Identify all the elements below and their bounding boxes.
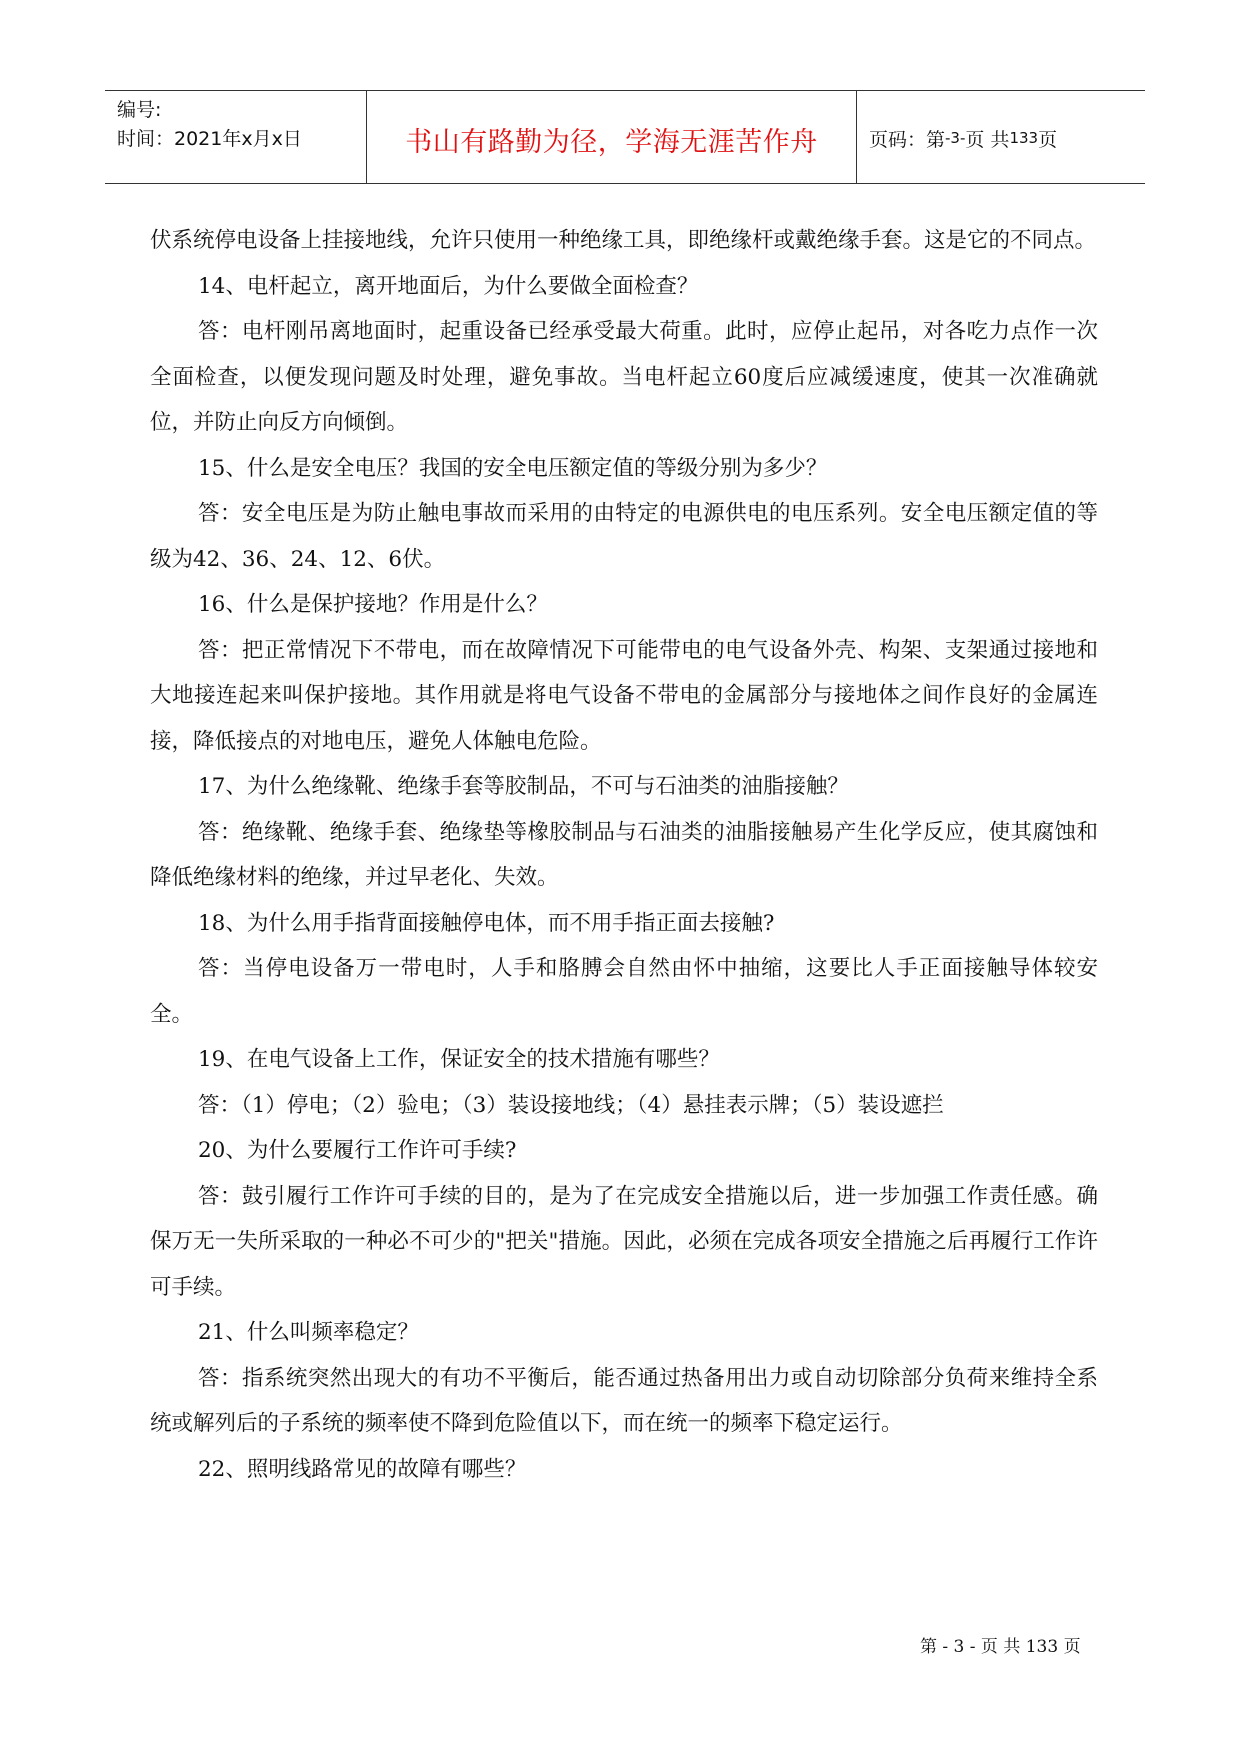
document-time: 时间：2021年x月x日 xyxy=(117,128,302,150)
paragraph: 22、照明线路常见的故障有哪些？ xyxy=(198,1456,527,1482)
paragraph: 答：把正常情况下不带电，而在故障情况下可能带电的电气设备外壳、构架、支架通过接地和大地接连起来叫保护接地。其作用就是将电气设备不带电的金属部分与接地体之间作良好的金属连接，降低接点的对地电压，避免人体触电危险。 xyxy=(150,637,1098,754)
paragraph: 14、电杆起立，离开地面后，为什么要做全面检查？ xyxy=(198,273,699,299)
paragraph: 答：指系统突然出现大的有功不平衡后，能否通过热备用出力或自动切除部分负荷来维持全系统或解列后的子系统的频率使不降到危险值以下，而在统一的频率下稳定运行。 xyxy=(150,1365,1098,1436)
paragraph: 答：当停电设备万一带电时，人手和胳膊会自然由怀中抽缩，这要比人手正面接触导体较安全。 xyxy=(150,956,1098,1027)
document-body xyxy=(150,218,1098,1492)
total-pages: 133 xyxy=(1009,129,1039,147)
paragraph: 答：电杆刚吊离地面时，起重设备已经承受最大荷重。此时，应停止起吊，对各吃力点作一次全面检查，以便发现问题及时处理，避免事故。当电杆起立60度后应减缓速度，使其一次准确就位，并防止向反方向倾倒。 xyxy=(150,319,1098,435)
page-prefix: 页码：第 xyxy=(869,128,946,151)
paragraph: 17、为什么绝缘靴、绝缘手套等胶制品，不可与石油类的油脂接触？ xyxy=(198,774,849,799)
paragraph: 答：安全电压是为防止触电事故而采用的由特定的电源供电的电压系列。安全电压额定值的等级为42、36、24、12、6伏。 xyxy=(150,501,1098,572)
header-page-info xyxy=(857,91,1145,183)
page-number: -3- xyxy=(945,129,966,147)
page-suffix: 页 共 xyxy=(965,128,1010,151)
paragraph: 20、为什么要履行工作许可手续? xyxy=(198,1138,517,1163)
document-number-label: 编号: xyxy=(117,99,162,121)
total-suffix: 页 xyxy=(1038,128,1058,151)
paragraph: 18、为什么用手指背面接触停电体，而不用手指正面去接触? xyxy=(198,910,775,936)
paragraph: 伏系统停电设备上挂接地线，允许只使用一种绝缘工具，即绝缘杆或戴绝缘手套。这是它的不同点。 xyxy=(150,228,1097,253)
paragraph: 21、什么叫频率稳定？ xyxy=(198,1320,419,1345)
header-motto: 书山有路勤为径，学海无涯苦作舟 xyxy=(367,91,857,183)
paragraph: 19、在电气设备上工作，保证安全的技术措施有哪些？ xyxy=(198,1047,720,1072)
page-footer: 第 - 3 - 页 共 133 页 xyxy=(920,1637,1081,1657)
paragraph: 15、什么是安全电压？我国的安全电压额定值的等级分别为多少？ xyxy=(198,455,828,481)
paragraph: 16、什么是保护接地？作用是什么？ xyxy=(198,592,548,617)
header-left-cell xyxy=(105,91,367,183)
page-header xyxy=(105,90,1145,184)
paragraph: 答：（1）停电；（2）验电；（3）装设接地线；（4）悬挂表示牌；（5）装设遮拦 xyxy=(198,1092,944,1118)
paragraph: 答：绝缘靴、绝缘手套、绝缘垫等橡胶制品与石油类的油脂接触易产生化学反应，使其腐蚀和降低绝缘材料的绝缘，并过早老化、失效。 xyxy=(150,819,1098,890)
paragraph: 答：鼓引履行工作许可手续的目的，是为了在完成安全措施以后，进一步加强工作责任感。确保万无一失所采取的一种必不可少的"把关"措施。因此，必须在完成各项安全措施之后再履行工作许可手续。 xyxy=(150,1183,1098,1300)
